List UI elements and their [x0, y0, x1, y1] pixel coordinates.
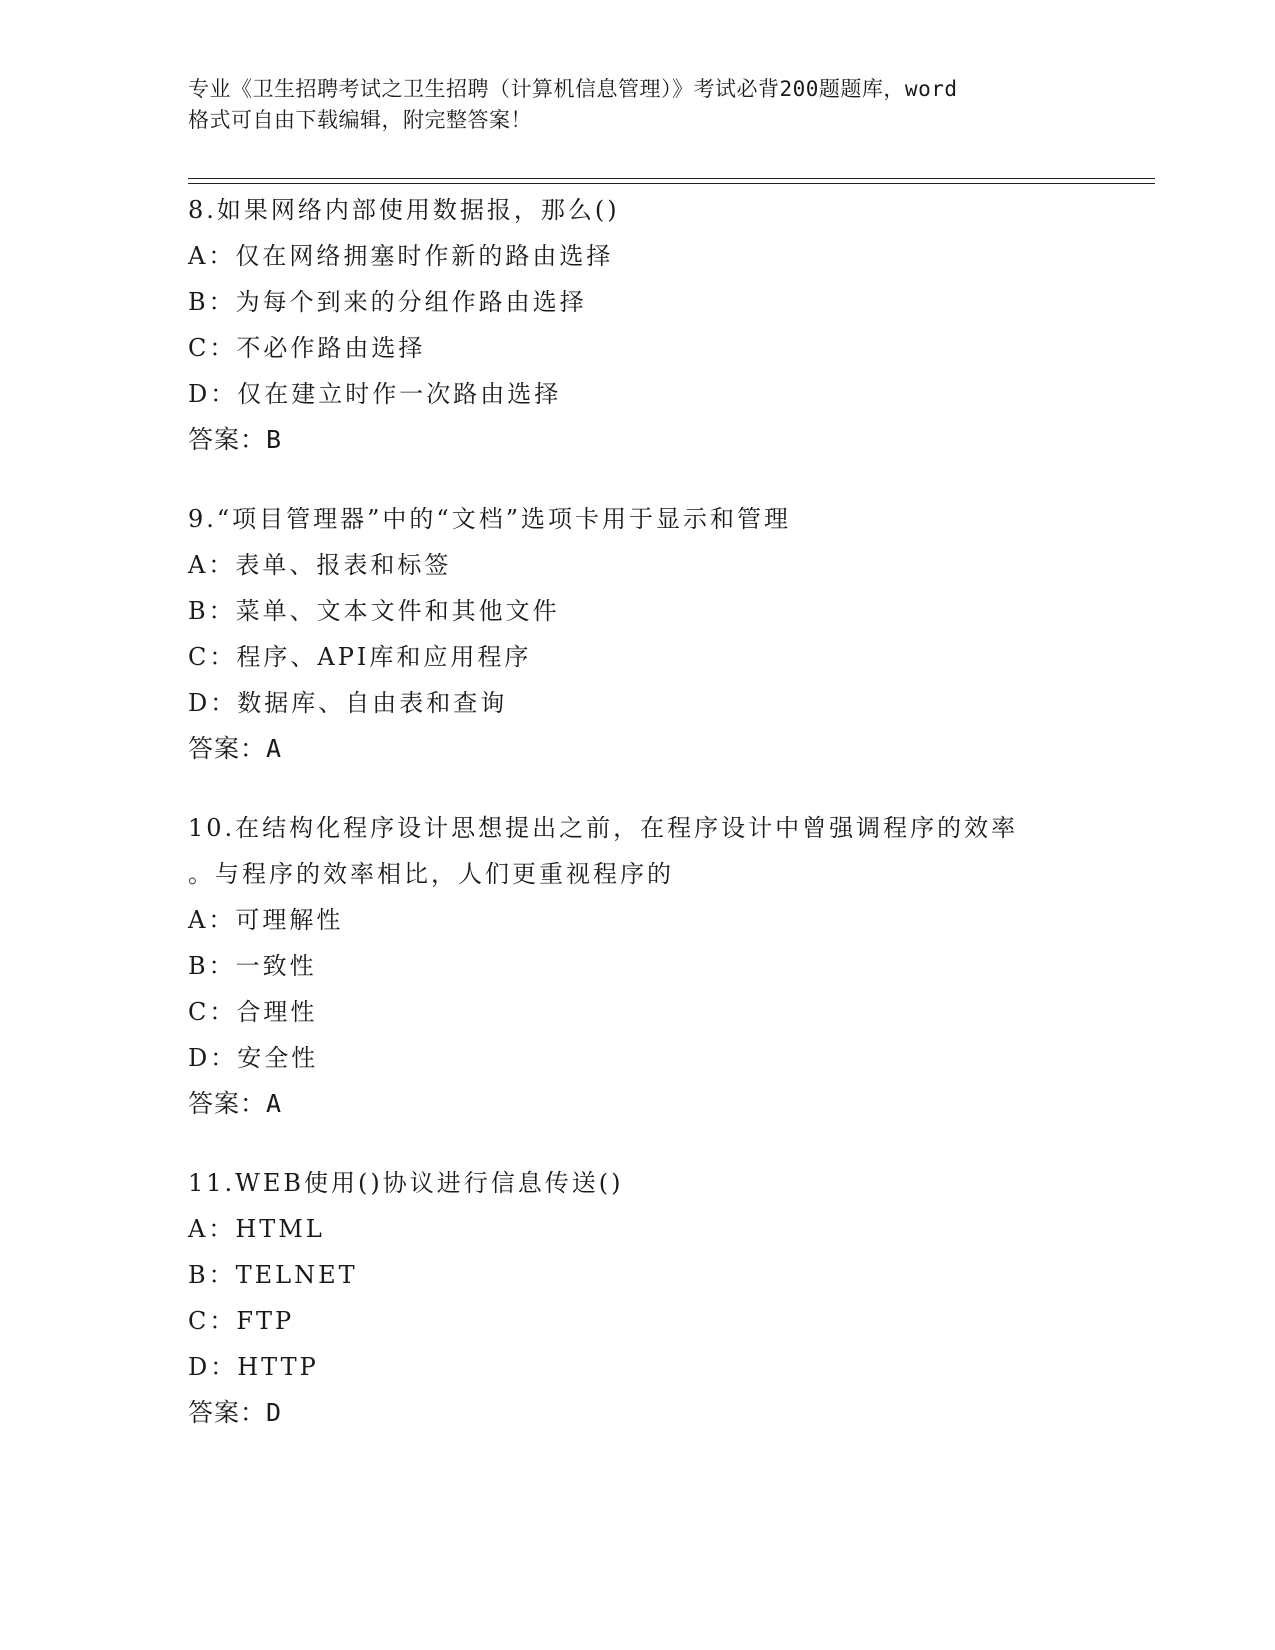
answer-label: 答案：A	[188, 1089, 283, 1118]
question-stem-line-1: 10.在结构化程序设计思想提出之前，在程序设计中曾强调程序的效率	[188, 814, 1019, 842]
answer-label: 答案：A	[188, 734, 283, 763]
answer-label: 答案：B	[188, 425, 283, 454]
option-a: A：HTML	[188, 1215, 325, 1243]
option-b: B：菜单、文本文件和其他文件	[188, 597, 560, 625]
question-stem: 8.如果网络内部使用数据报，那么()	[188, 196, 620, 224]
option-b: B：一致性	[188, 952, 317, 980]
option-c: C：不必作路由选择	[188, 334, 426, 362]
header-line-2: 格式可自由下载编辑，附完整答案！	[188, 108, 532, 132]
option-d: D：安全性	[188, 1044, 319, 1072]
option-a: A：可理解性	[188, 906, 344, 934]
option-d: D：数据库、自由表和查询	[188, 689, 508, 717]
option-d: D：仅在建立时作一次路由选择	[188, 380, 562, 408]
question-10	[188, 805, 1088, 1127]
option-a: A：仅在网络拥塞时作新的路由选择	[188, 242, 614, 270]
question-stem-line-2: 。与程序的效率相比，人们更重视程序的	[188, 860, 674, 888]
question-8	[188, 187, 1088, 463]
answer-label: 答案：D	[188, 1398, 283, 1427]
question-9	[188, 496, 1088, 772]
question-11	[188, 1160, 1088, 1436]
option-b: B：TELNET	[188, 1261, 358, 1289]
option-b: B：为每个到来的分组作路由选择	[188, 288, 587, 316]
option-c: C：合理性	[188, 998, 318, 1026]
option-c: C：程序、API库和应用程序	[188, 643, 532, 671]
question-stem: 9.“项目管理器”中的“文档”选项卡用于显示和管理	[188, 505, 791, 533]
question-stem: 11.WEB使用()协议进行信息传送()	[188, 1169, 624, 1197]
header-divider-bottom	[188, 183, 1155, 184]
option-d: D：HTTP	[188, 1353, 319, 1381]
header-line-1: 专业《卫生招聘考试之卫生招聘（计算机信息管理）》考试必背200题题库，word	[188, 77, 958, 101]
document-header	[188, 74, 1108, 136]
option-a: A：表单、报表和标签	[188, 551, 452, 579]
option-c: C：FTP	[188, 1307, 295, 1335]
header-divider-top	[188, 178, 1155, 179]
